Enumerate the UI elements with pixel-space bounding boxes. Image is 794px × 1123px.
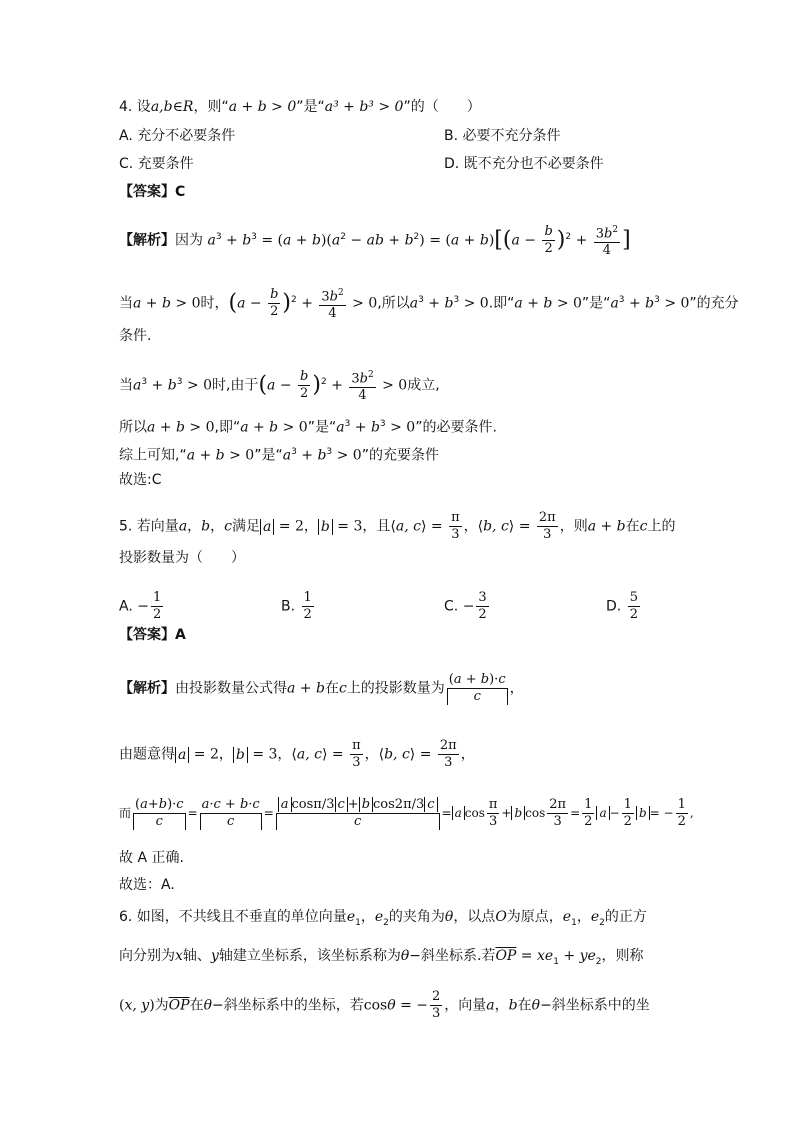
q5-analysis-2: 由题意得 a = 2， b = 3，⟨a, c⟩ = $\frac{\pi}{3}$ ，⟨b, c⟩ = $\frac{2\pi}{3}$ ，: [119, 738, 475, 770]
q4-analysis-6: 综上可知,“a + b > 0”是“$a^3 + b^3 > 0$”的充要条件: [119, 447, 439, 464]
q4-analysis-3: 条件.: [119, 328, 152, 344]
q5-option-b: B. $\frac{1}{2}$: [281, 590, 312, 622]
analysis-text: 综上可知,“: [119, 447, 187, 464]
q4-stem-text: ”是“: [296, 99, 325, 115]
analysis-text: 由题意得: [119, 746, 175, 763]
analysis-text: 时，: [200, 295, 229, 312]
analysis-text: ,所以: [377, 295, 410, 312]
q4-analysis-4: 当$a^3 + b^3 > 0$时,由于(a − $\frac{b}{2}$ )$^2$ + $\frac{3b^2}{4}$ > 0成立,: [119, 367, 440, 404]
analysis-text: 而: [119, 806, 132, 820]
analysis-text: ”是“: [307, 419, 337, 436]
q4-analysis-2: 当a + b > 0时，(a − $\frac{b}{2}$ )$^2$ + $\frac{3b^2}{4}$ > 0,所以$a^3 + b^3 > 0$.即“a + b > 0”是“$a^3 + b^3 > 0$”的充分: [119, 285, 739, 322]
q6-line-3: (x, y)为$\overline{OP}$在θ−斜坐标系中的坐标，若cosθ = − $\frac{2}{3}$ ，向量a，b在θ−斜坐标系中的坐: [119, 989, 650, 1021]
q6-text: 在: [189, 997, 204, 1014]
q5-analysis-1: 【解析】由投影数量公式得a + b在c上的投影数量为 $\frac{(a + b)\cdot c}{c}$ ，: [119, 672, 524, 704]
analysis-text: ,即“: [214, 419, 241, 436]
analysis-text: ”的必要条件.: [415, 419, 497, 436]
analysis-text: 所以: [119, 419, 147, 436]
q4-option-a: A. 充分不必要条件: [119, 128, 236, 144]
q4-stem-math: a³ + b³ > 0: [324, 99, 404, 115]
q4-option-b: B. 必要不充分条件: [444, 128, 561, 144]
q6-line-2: 向分别为x轴、y轴建立坐标系，该坐标系称为θ−斜坐标系.若$\overline{OP} = xe_1 + ye_2$，则称: [119, 948, 644, 967]
analysis-text: ”的充分: [689, 295, 739, 312]
analysis-text: ”是“: [254, 447, 283, 464]
analysis-text: 由投影数量公式得: [175, 680, 287, 697]
q6-text: ，向量: [444, 997, 487, 1014]
q5-option-c: C. − $\frac{3}{2}$: [444, 590, 487, 622]
analysis-text: .即“: [488, 295, 515, 312]
q6-text: −斜坐标系中的坐: [540, 997, 650, 1014]
q4-option-c: C. 充要条件: [119, 156, 194, 172]
q6-text: 为原点，: [506, 909, 563, 925]
q6-text: 在: [517, 997, 532, 1014]
q4-stem-math: a,b∈R: [150, 99, 194, 115]
q5-stem: 5. 若向量a，b，c满足 a = 2， b = 3，且⟨a, c⟩ = $\frac{\pi}{3}$ ，⟨b, c⟩ = $\frac{2\pi}{3}$ ，则a + b在c上的: [119, 510, 676, 542]
q5-stem-text: ，则: [559, 518, 588, 535]
analysis-text: 因为: [175, 232, 203, 249]
q5-stem-text: ，且: [362, 518, 391, 535]
q6-text: 6. 如图，不共线且不垂直的单位向量: [119, 909, 347, 925]
q5-option-d: D. $\frac{5}{2}$: [606, 590, 638, 622]
analysis-text: 当: [119, 377, 133, 394]
q5-stem-text: 满足: [231, 518, 260, 535]
q6-text: 的夹角为: [388, 909, 445, 925]
q6-text: ，以点: [453, 909, 496, 925]
q6-text: ，则称: [601, 948, 644, 964]
q4-analysis-5: 所以a + b > 0,即“a + b > 0”是“$a^3 + b^3 > 0$”的必要条件.: [119, 419, 497, 436]
q5-stem-text: 在: [625, 518, 640, 535]
q5-conclusion: 故选：A.: [119, 877, 175, 893]
q5-stem-line2: 投影数量为（ ）: [119, 550, 245, 566]
q4-conclusion: 故选:C: [119, 472, 162, 488]
q6-text: −斜坐标系.若: [409, 948, 496, 964]
q4-stem-math: a + b > 0: [228, 99, 297, 115]
analysis-label: 【解析】: [119, 680, 175, 697]
q6-text: 的正方: [604, 909, 647, 925]
q4-answer: 【答案】C: [119, 184, 186, 200]
q6-text: −斜坐标系中的坐标，若: [212, 997, 364, 1014]
q4-stem-text: ，则“: [193, 99, 229, 115]
q4-analysis-1: 【解析】因为 $a^3 + b^3 = (a + b)(a^2$ − ab + $b^2) = (a + b)[(a$ − $\frac{b}{2}$ )$^2$ + $\frac{3b^2}{4}$ ]: [119, 222, 631, 259]
q5-stem-text: 上的: [647, 518, 676, 535]
analysis-label: 【解析】: [119, 232, 175, 249]
q4-stem-text: 4. 设: [119, 99, 151, 115]
analysis-text: 成立,: [407, 377, 440, 394]
analysis-text: ”的充要条件: [361, 447, 439, 464]
q4-stem-text: ”的（ ）: [403, 99, 481, 115]
q6-text: 为: [154, 997, 169, 1014]
analysis-text: 当: [119, 295, 133, 312]
q6-text: 向分别为: [119, 948, 175, 964]
analysis-text: 上的投影数量为: [346, 680, 445, 697]
q5-stem-text: 5. 若向量: [119, 518, 179, 535]
analysis-text: 在: [324, 680, 339, 697]
q6-text: 轴建立坐标系，该坐标系称为: [218, 948, 401, 964]
q6-text: 轴、: [182, 948, 211, 964]
q5-analysis-3: 而 $\frac{(a+b)\cdot c}{c}$ = $\frac{a\cdot c + b\cdot c}{c}$ = $\frac{\text{a cosπ/3 c + b cos2π/3 c}}{c}$ = a cos $\frac{\pi}{3}$ + b cos $\frac{2\pi}{3}$ = $\frac{1}{2}$ a − $\frac{1}{2}$ b = − $\frac{1}{2}$ ,: [119, 797, 694, 829]
q5-analysis-4: 故 A 正确.: [119, 850, 184, 866]
q4-option-d: D. 既不充分也不必要条件: [444, 156, 604, 172]
q5-answer: 【答案】A: [119, 627, 186, 643]
q4-stem: [119, 97, 481, 117]
analysis-text: ”是“: [581, 295, 611, 312]
q6-line-1: 6. 如图，不共线且不垂直的单位向量$e_1$，$e_2$的夹角为θ，以点O为原点，$e_1$，$e_2$的正方: [119, 909, 647, 928]
q5-option-a: A. − $\frac{1}{2}$: [119, 590, 162, 622]
analysis-text: 时,由于: [211, 377, 259, 394]
